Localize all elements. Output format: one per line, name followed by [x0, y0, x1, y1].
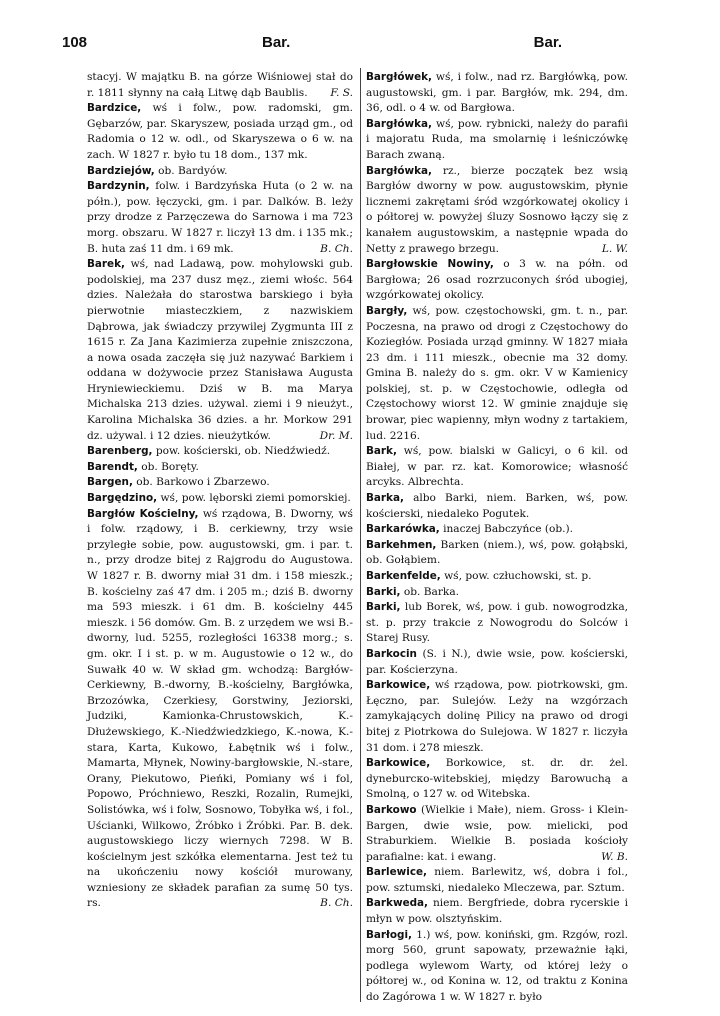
column-divider [360, 68, 361, 1002]
entry-author-signature: L. W. [601, 242, 628, 255]
entry-text: niem. Barlewitz, wś, dobra i fol., pow. sztumski, niedaleko Mleczewa, par. Sztum. [366, 866, 629, 894]
dictionary-entry [366, 600, 628, 647]
dictionary-entry [87, 460, 353, 476]
right-column [366, 70, 628, 1006]
entry-headword: Barłogi, [366, 928, 412, 941]
dictionary-entry [366, 304, 628, 444]
entry-headword: Bardziejów, [87, 164, 155, 177]
entry-headword: Bargłówka, [366, 117, 432, 130]
left-running-head: Bar. [262, 34, 291, 51]
entry-headword: Bardzice, [87, 102, 142, 115]
entry-text: (Wielkie i Małe), niem. Gross- i Klein-Bargen, dwie wsie, pow. mielicki, pod Straburkiem. Wielkie B. posiada kościoły parafialne: kat. i ewang. [366, 803, 628, 863]
entry-text: inaczej Babczyńce (ob.). [443, 523, 573, 536]
entry-text: Barken (niem.), wś, pow. gołąbski, ob. Gołąbiem. [366, 538, 628, 567]
entry-headword: Barkarówka, [366, 523, 440, 536]
entry-text: ob. Barkowo i Zbarzewo. [136, 476, 270, 489]
entry-headword: Barek, [87, 258, 125, 271]
entry-headword: Barkowice, [366, 757, 431, 770]
dictionary-entry [366, 522, 628, 538]
entry-headword: Barkenfelde, [366, 570, 441, 582]
entry-author-signature: B. Ch. [320, 242, 353, 255]
dictionary-entry [87, 257, 353, 444]
dictionary-entry [366, 928, 628, 1006]
dictionary-entry [366, 257, 628, 304]
entry-headword: Barki, [366, 585, 401, 598]
entry-headword: Bargłów Kościelny, [87, 507, 199, 520]
entry-headword: Bark, [366, 445, 397, 458]
dictionary-entry [87, 164, 353, 180]
entry-headword: Barkweda, [366, 897, 429, 910]
entry-text: wś, pow. lęborski ziemi pomorskiej. [160, 492, 351, 505]
entry-headword: Bargen, [87, 476, 133, 489]
entry-text: wś rządowa, pow. piotrkowski, gm. Łęczno, par. Sulejów. Leży na wzgórzach zamykających dolinę Pilicy na prawo od drogi bitej z Piotrkowa do Sulejowa. W 1827 r. liczyła 31 dom. i 278 mieszk. [366, 679, 628, 754]
entry-headword: Bargłówka, [366, 164, 432, 177]
entry-text: Borkowice, st. dr. dr. żel. dyneburско-witebskiej, między Barowuchą a Smolną, o 127 w. od Witebska. [366, 757, 628, 801]
entry-text: wś, pow. człuchowski, st. p. [444, 570, 592, 582]
dictionary-entry [366, 678, 628, 756]
entry-text: stacyj. W majątku B. na górze Wiśniowej stał do r. 1811 słynny na całą Litwę dąb Baublis. [87, 71, 353, 99]
entry-headword: Barkocin [366, 647, 417, 660]
entry-text: niem. Bergfriede, dobra rycerskie i młyn w pow. olsztyńskim. [366, 897, 628, 926]
entry-text: lub Borek, wś, pow. i gub. nowogrodzka, st. p. przy trakcie z Nowogrodu do Solców i Starej Rusy. [366, 601, 628, 645]
dictionary-entry [366, 491, 628, 522]
dictionary-entry [366, 164, 628, 258]
entry-headword: Barkehmen, [366, 538, 437, 551]
dictionary-entry [87, 70, 353, 101]
entry-text: 1.) wś, pow. koniński, gm. Rzgów, rozl. morg 560, grunt sapowaty, przeważnie łąki, podlega wylewom Warty, od której leży o półtorej w., od Konina w. 12, od traktu z Konina do Zagórowa 1 w. W 1827 r. było [366, 928, 629, 1004]
left-column [87, 70, 353, 912]
dictionary-entry [87, 491, 353, 507]
entry-headword: Bargędzino, [87, 492, 158, 505]
entry-author-signature: F. S. [330, 86, 353, 99]
dictionary-entry [366, 585, 628, 601]
entry-text: folw. i Bardzyńska Huta (o 2 w. na półn.), pow. łęczycki, gm. i par. Dalków. B. leży przy drodze z Parzęczewa do Sarnowa i ma 723 morg. obszaru. W 1827 r. liczył 13 dm. i 135 mk.; B. huta zaś 11 dm. i 69 mk. [87, 180, 353, 255]
dictionary-entry [87, 507, 353, 912]
entry-text: wś i folw., pow. radomski, gm. Gębarzów, par. Skaryszew, posiada urząd gm., od Radomia o 12 w. odl., od Skaryszewa o 6 w. na zach. W 1827 r. było tu 18 dom., 137 mk. [87, 102, 353, 161]
entry-text: wś rządowa, B. Dworny, wś i folw. rządowy, i B. cerkiewny, trzy wsie przyległe sobie, pow. augustowski, gm. i par. t. n., przy drodze bitej z Rajgrodu do Augustowa. W 1827 r. B. dworny miał 31 dm. i 158 mieszk.; B. kościelny zaś 47 dm. i 205 m.; dziś B. dworny ma 593 mieszk. i 61 dm. B. kościelny 445 mieszk. i 56 domów. Gm. B. z urzędem we wsi B.-dworny, lud. 5255, rozległości 16338 morg.; s. gm. okr. I i st. p. w m. Augustowie o 12 w., do Suwałk 40 w. W skład gm. wchodzą: Bargłów-Cerkiewny, B.-dworny, B.-kościelny, Bargłówka, Brzozówka, Czerkiesy, Gorstwiny, Jeziorski, Judziki, Kamionka-Chrustowskich, K.-Dłużewskiego, K.-Niedźwiedzkiego, K.-nowa, K.-stara, Karta, Kukowo, Łabętnik wś i folw., Mamarta, Młynek, Nowiny-bargłowskie, N.-stare, Orany, Piekutowo, Pieńki, Pomiany wś i fol, Popowo, Próchniewo, Reszki, Rozalin, Rumejki, Solistówka, wś i folw, Sosnowo, Tobyłka wś, i fol., Uścianki, Wilkowo, Żróbko i Żróbki. Par. B. dek. augustowskiego liczy wiernych 7298. W B. kościelnym jest szkółka elementarna. Jest też tu na ukończeniu nowy kościół murowany, wzniesiony ze składek parafian za sumę 50 tys. rs. [87, 507, 353, 910]
entry-text: o 3 w. na półn. od Bargłowa; 26 osad rozrzuconych śród ubogiej, wzgórkowatej okolicy. [366, 258, 628, 302]
entry-headword: Barki, [366, 601, 401, 614]
entry-text: albo Barki, niem. Barken, wś, pow. kościerski, niedaleko Pogutek. [366, 492, 628, 520]
dictionary-entry [87, 444, 353, 460]
page-number: 108 [62, 34, 88, 51]
dictionary-entry [87, 179, 353, 257]
entry-headword: Bardzynin, [87, 180, 150, 193]
entry-headword: Barkowice, [366, 679, 431, 692]
entry-headword: Bargły, [366, 304, 408, 317]
page-header [62, 34, 658, 54]
entry-text: pow. kościerski, ob. Niedźwiedź. [155, 445, 331, 458]
right-running-head: Bar. [533, 34, 562, 51]
entry-text: rz., bierze początek bez wsią Bargłów dworny w pow. augustowskim, płynie licznemi zakrętami śród wzgórkowatej okolicy i o półtorej w. powyżej śluzy Sosnowo łączy się z kanałem augustowskim, a następnie wpada do Netty z prawego brzegu. [366, 164, 628, 255]
dictionary-entry [366, 117, 628, 164]
dictionary-entry [366, 444, 628, 491]
entry-text: ob. Barka. [403, 585, 460, 598]
dictionary-entry [366, 647, 628, 678]
dictionary-entry [366, 803, 628, 865]
entry-text: wś, i folw., nad rz. Bargłówką, pow. augustowski, gm. i par. Bargłów, mk. 294, dm. 36, odl. o 4 w. od Bargłowa. [366, 71, 628, 115]
entry-headword: Bargłowskie Nowiny, [366, 258, 494, 271]
dictionary-entry [366, 569, 628, 585]
dictionary-entry [366, 896, 628, 927]
dictionary-entry [87, 101, 353, 163]
entry-text: ob. Bardyów. [158, 164, 228, 177]
entry-text: wś, pow. rybnicki, należy do parafii i majoratu Ruda, ma smolarnię i leśniczówkę Barach zwaną. [366, 117, 628, 161]
entry-headword: Barenberg, [87, 445, 153, 458]
entry-author-signature: Dr. M. [319, 429, 353, 442]
entry-text: ob. Boręty. [141, 460, 199, 473]
entry-headword: Bargłówek, [366, 71, 432, 83]
entry-headword: Barendt, [87, 460, 138, 473]
entry-headword: Barlewice, [366, 866, 427, 879]
entry-text: wś, pow. bialski w Galicyi, o 6 kil. od Białej, w par. rz. kat. Komorowice; własność arcyks. Albrechta. [366, 445, 629, 489]
dictionary-entry [366, 538, 628, 569]
dictionary-entry [366, 865, 628, 896]
entry-text: wś, nad Ladawą, pow. mohylowski gub. podolskiej, ma 237 dusz męz., ziemi włośc. 564 dzies. Należała do starostwa barskiego i była pierwotnie miasteczkiem, z nazwiskiem Dąbrowa, jak świadczy przywilej Zygmunta III z 1615 r. Za Jana Kazimierza zupełnie zniszczona, a nowa osada zaczęła się już nazywać Barkiem i oddana w dożywocie przez Stanisława Augusta Hryniewieckiemu. Dziś w B. ma Marya Michalska 213 dzies. używal. ziemi i 9 nieużyt., Karolina Michalska 36 dzies. a hr. Morkow 291 dz. używal. i 12 dzies. nieużytków. [87, 258, 353, 442]
dictionary-entry [366, 70, 628, 117]
entry-headword: Barkowo [366, 803, 417, 816]
entry-text: (S. i N.), dwie wsie, pow. kościerski, par. Kościerzyna. [366, 647, 628, 676]
dictionary-entry [87, 475, 353, 491]
entry-author-signature: B. Ch. [320, 897, 353, 910]
dictionary-entry [366, 756, 628, 803]
entry-author-signature: W. B. [601, 850, 628, 863]
entry-text: wś, pow. częstochowski, gm. t. n., par. Poczesna, na prawo od drogi z Częstochowy do Koziegłów. Posiada urząd gminny. W 1827 miała 23 dm. i 111 mieszk., obecnie ma 32 domy. Gmina B. należy do s. gm. okr. V w Kamienicy polskiej, st. p. w Częstochowie, odległa od Częstochowy wiorst 12. W gminie znajduje się browar, piec wapienny, młyn wodny z tartakiem, lud. 2216. [366, 304, 629, 442]
entry-headword: Barka, [366, 492, 404, 505]
